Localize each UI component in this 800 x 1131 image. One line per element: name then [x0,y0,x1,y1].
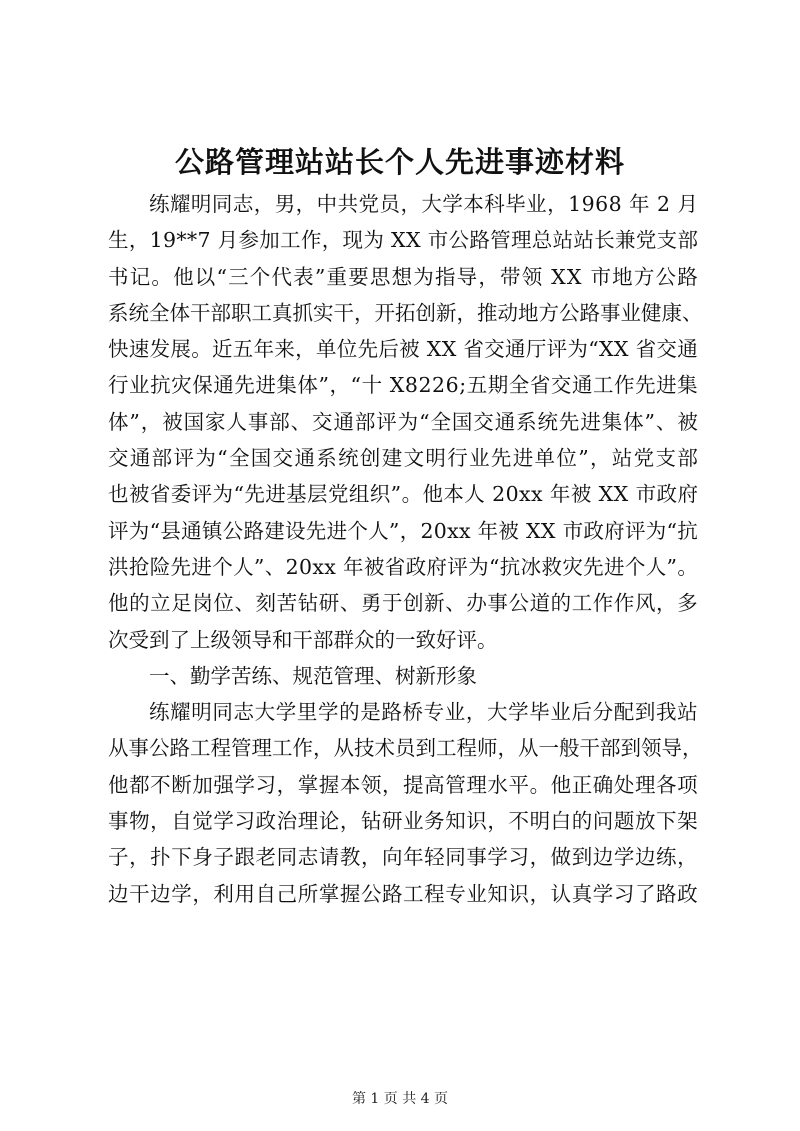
paragraph-line: 练 耀 明 同 志 ， 男 ， 中 共 党 员 ， 大 学 本 科 毕 业 ， 1 9 6 8 年 2 月 [149,192,698,216]
paragraph-line: 练 耀 明 同 志 大 学 里 学 的 是 路 桥 专 业 ， 大 学 毕 业 后 分 配 到 我 站 [149,700,698,725]
paragraph-line: 他 的 立 足 岗 位 、 刻 苦 钻 研 、 勇 于 创 新 、 办 事 公 道 的 工 作 作 风 ， 多 [108,591,698,616]
paragraph-line: 行 业 抗 灾 保 通 先 进 集 体 ” ， “ 十 X 8 2 2 6 ; 五 期 全 省 交 通 工 作 先 进 集 [108,373,698,398]
paragraph-line: 事 物 ， 自 觉 学 习 政 治 理 论 ， 钻 研 业 务 知 识 ， 不 明 白 的 问 题 放 下 架 [108,809,698,834]
paragraph-line: 书 记 。 他 以 “ 三 个 代 表 ” 重 要 思 想 为 指 导 ， 带 领 X X 市 地 方 公 路 [108,264,698,289]
section-heading: 一、勤学苦练、规范管理、树新形象 [149,663,477,688]
paragraph-line: 他 都 不 断 加 强 学 习 ， 掌 握 本 领 ， 提 高 管 理 水 平 。 他 正 确 处 理 各 项 [108,772,698,797]
paragraph-line: 系 统 全 体 干 部 职 工 真 抓 实 干 ， 开 拓 创 新 ， 推 动 地 方 公 路 事 业 健 康 、 [108,300,703,325]
paragraph-line: 体 ” ， 被 国 家 人 事 部 、 交 通 部 评 为 “ 全 国 交 通 系 统 先 进 集 体 ” 、 被 [108,409,698,434]
paragraph-line: 生 ， 1 9 * * 7 月 参 加 工 作 ， 现 为 X X 市 公 路 管 理 总 站 站 长 兼 党 支 部 [108,228,698,253]
paragraph-line: 边 干 边 学 ， 利 用 自 己 所 掌 握 公 路 工 程 专 业 知 识 ， 认 真 学 习 了 路 政 [108,881,698,906]
paragraph-line: 也 被 省 委 评 为 “ 先 进 基 层 党 组 织 ” 。 他 本 人 2 0 x x 年 被 X X 市 政 府 [108,482,698,507]
paragraph-line: 从 事 公 路 工 程 管 理 工 作 ， 从 技 术 员 到 工 程 师 ， 从 一 般 干 部 到 领 导 ， [108,736,703,761]
document-title: 公路管理站站长个人先进事迹材料 [174,145,625,179]
paragraph-line: 子 ， 扑 下 身 子 跟 老 同 志 请 教 ， 向 年 轻 同 事 学 习 ， 做 到 边 学 边 练 ， [108,845,698,870]
paragraph-line: 交 通 部 评 为 “ 全 国 交 通 系 统 创 建 文 明 行 业 先 进 单 位 ” ， 站 党 支 部 [108,446,698,471]
page-number-footer: 第 1 页 共 4 页 [351,1091,449,1107]
paragraph-line: 评 为 “ 县 通 镇 公 路 建 设 先 进 个 人 ” ， 2 0 x x 年 被 X X 市 政 府 评 为 “ 抗 [108,518,698,543]
document-body [108,186,703,912]
paragraph-line: 快 速 发 展 。 近 五 年 来 ， 单 位 先 后 被 X X 省 交 通 厅 评 为 “ X X 省 交 通 [108,337,698,362]
paragraph-line: 次受到了上级领导和干部群众的一致好评。 [108,627,498,652]
paragraph-line: 洪 抢 险 先 进 个 人 ” 、 2 0 x x 年 被 省 政 府 评 为 “ 抗 冰 救 灾 先 进 个 人 ” 。 [108,554,698,579]
